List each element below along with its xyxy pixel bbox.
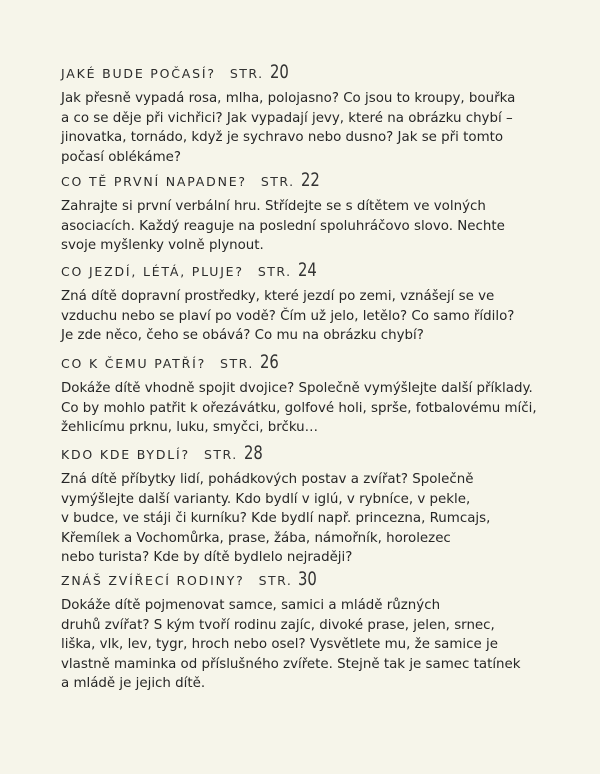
- page-ref-number: 30: [298, 568, 318, 590]
- section-title: ZNÁŠ ZVÍŘECÍ RODINY?: [61, 573, 245, 588]
- section-text: [61, 470, 561, 568]
- section-dwellings: [61, 442, 561, 568]
- text-line: Zná dítě příbytky lidí, pohádkových postav a zvířat? Společně: [61, 472, 474, 487]
- text-line: vlastně maminka od příslušného zvířete. Stejně tak je samec tatínek: [61, 656, 521, 672]
- section-transport: [61, 259, 561, 346]
- text-line: jinovatka, tornádo, když je sychravo nebo dusno? Jak se při tomto: [61, 130, 504, 145]
- text-line: Zná dítě dopravní prostředky, které jezdí po zemi, vznášejí se ve: [61, 289, 495, 304]
- section-heading: [61, 442, 561, 464]
- page-ref-label: STR.: [220, 356, 254, 371]
- page-ref-label: STR.: [229, 66, 264, 81]
- text-line: vzduchu nebo se plaví po vodě? Čím už jelo, letělo? Co samo řídilo?: [61, 308, 515, 324]
- section-text: [61, 379, 561, 438]
- section-heading: [61, 169, 561, 191]
- section-title: CO JEZDÍ, LÉTÁ, PLUJE?: [61, 264, 244, 279]
- page-ref-number: 24: [297, 259, 317, 281]
- section-title: JAKÉ BUDE POČASÍ?: [61, 66, 216, 81]
- section-title: KDO KDE BYDLÍ?: [61, 447, 190, 462]
- section-heading: [61, 568, 561, 590]
- text-line: a co se děje při vichřici? Jak vypadají jevy, které na obrázku chybí –: [61, 110, 513, 126]
- section-title: CO TĚ PRVNÍ NAPADNE?: [61, 174, 247, 189]
- text-line: Dokáže dítě vhodně spojit dvojice? Společně vymýšlejte další příklady.: [61, 381, 533, 396]
- section-text: [61, 287, 561, 346]
- page-ref-number: 22: [300, 169, 320, 191]
- text-line: Je zde něco, čeho se obává? Co mu na obrázku chybí?: [61, 328, 424, 343]
- text-line: nebo turista? Kde by dítě bydlelo nejraději?: [61, 550, 353, 565]
- page-ref-number: 26: [259, 351, 279, 373]
- text-line: Jak přesně vypadá rosa, mlha, polojasno? Co jsou to kroupy, bouřka: [61, 91, 516, 106]
- section-heading: [61, 61, 561, 83]
- text-line: druhů zvířat? S kým tvoří rodinu zajíc, divoké prase, jelen, srnec,: [61, 617, 495, 633]
- section-text: [61, 596, 561, 694]
- section-heading: [61, 351, 561, 373]
- text-line: Křemílek a Vochomůrka, prase, žába, námořník, horolezec: [61, 530, 451, 546]
- text-line: asociacích. Každý reaguje na poslední spoluhráčovo slovo. Nechte: [61, 218, 505, 234]
- section-heading: [61, 259, 561, 281]
- section-animal-families: [61, 568, 561, 694]
- section-association: [61, 169, 561, 256]
- text-line: vymýšlejte další varianty. Kdo bydlí v iglú, v rybníce, v pekle,: [61, 491, 471, 507]
- page-ref-label: STR.: [260, 174, 295, 189]
- text-line: žehlicímu prknu, luku, smyčci, brčku…: [61, 420, 319, 435]
- page-ref-label: STR.: [258, 573, 293, 588]
- text-line: počasí oblékáme?: [61, 149, 181, 165]
- text-line: Dokáže dítě pojmenovat samce, samici a mládě různých: [61, 598, 441, 613]
- text-line: Co by mohlo patřit k ořezávátku, golfové holi, sprše, fotbalovému míči,: [61, 400, 537, 416]
- section-pairs: [61, 351, 561, 438]
- text-line: svoje myšlenky volně plynout.: [61, 238, 264, 253]
- page-ref-label: STR.: [257, 264, 292, 279]
- text-line: liška, vlk, lev, tygr, hroch nebo osel? Vysvětlete mu, že samice je: [61, 637, 498, 652]
- section-text: [61, 197, 561, 256]
- section-text: [61, 89, 561, 167]
- text-line: v budce, ve stáji či kurníku? Kde bydlí např. princezna, Rumcajs,: [61, 511, 491, 526]
- text-line: a mládě je jejich dítě.: [61, 676, 206, 691]
- text-line: Zahrajte si první verbální hru. Střídejte se s dítětem ve volných: [61, 199, 486, 214]
- section-weather: [61, 61, 561, 167]
- section-title: CO K ČEMU PATŘÍ?: [61, 356, 207, 371]
- page-ref-label: STR.: [203, 447, 238, 462]
- page-ref-number: 28: [243, 442, 263, 464]
- page-ref-number: 20: [269, 61, 289, 83]
